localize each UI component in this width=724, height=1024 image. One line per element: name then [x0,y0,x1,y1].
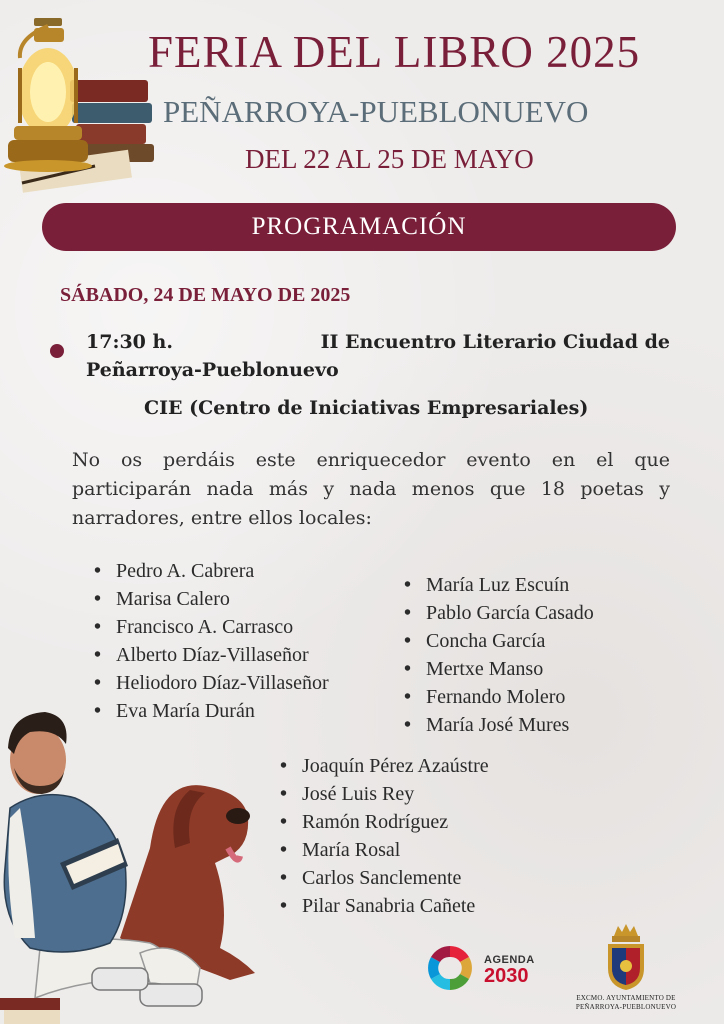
council-line1: EXCMO. AYUNTAMIENTO DE [576,994,676,1002]
list-item: • Joaquín Pérez Azaústre [280,752,489,780]
list-item: • María Luz Escuín [404,571,594,599]
list-item: • Pablo García Casado [404,599,594,627]
intro-paragraph: No os perdáis este enriquecedor evento en el que participarán nada más y nada menos que 18 poetas y narradores, entre ellos locales: [72,449,670,529]
agenda-label: AGENDA [484,954,535,966]
event-name-line2: Peñarroya-Pueblonuevo [86,359,339,381]
list-item: • Ramón Rodríguez [280,808,489,836]
list-item: • Heliodoro Díaz-Villaseñor [94,669,329,697]
list-item: • Alberto Díaz-Villaseñor [94,641,329,669]
event-title-line [86,331,670,353]
oil-lamp-illustration [0,8,160,193]
event-name-line1: II Encuentro Literario Ciudad de [320,331,670,353]
day-heading: SÁBADO, 24 DE MAYO DE 2025 [60,284,351,306]
council-line2: PEÑARROYA-PUEBLONUEVO [575,1003,677,1011]
list-item: • Marisa Calero [94,585,329,613]
list-item: • María José Mures [404,711,594,739]
list-item: • Pilar Sanabria Cañete [280,892,489,920]
event-time: 17:30 h. [86,331,173,353]
list-item: • Concha García [404,627,594,655]
agenda-2030-label [484,955,535,986]
town-subtitle: PEÑARROYA-PUEBLONUEVO [163,94,589,129]
reader-with-dog-illustration [0,698,290,1024]
page-title: FERIA DEL LIBRO 2025 [148,27,641,77]
event-venue: CIE (Centro de Iniciativas Empresariales) [144,397,589,419]
participants-column-3 [280,752,489,920]
list-item: • Eva María Durán [94,697,329,725]
council-name [571,994,681,1012]
list-item: • Pedro A. Cabrera [94,557,329,585]
agenda-year: 2030 [484,965,529,987]
participants-column-2 [404,571,594,739]
list-item: • Carlos Sanclemente [280,864,489,892]
list-item: • Fernando Molero [404,683,594,711]
list-item: • María Rosal [280,836,489,864]
banner-label: PROGRAMACIÓN [251,213,467,240]
council-crest-icon [600,922,652,992]
list-item: • Mertxe Manso [404,655,594,683]
programacion-banner [42,203,676,251]
list-item: • José Luis Rey [280,780,489,808]
list-item: • Francisco A. Carrasco [94,613,329,641]
event-bullet [50,344,64,358]
event-dates: DEL 22 AL 25 DE MAYO [245,144,534,174]
